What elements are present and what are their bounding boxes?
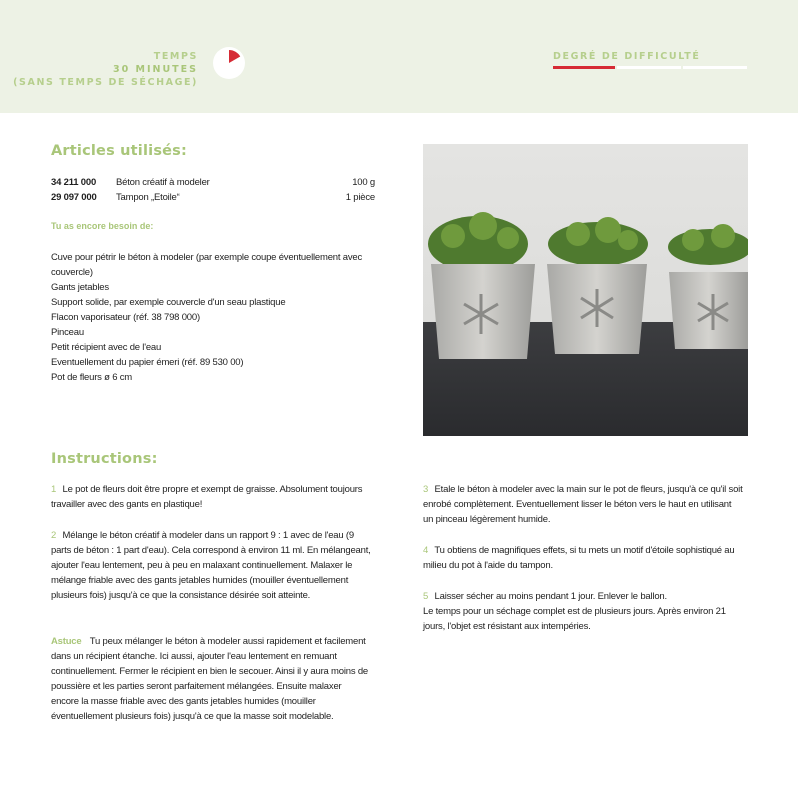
step-text: Le pot de fleurs doit être propre et exempt de graisse. Absolument toujours travailler avec des gants en plastique! xyxy=(51,484,363,510)
step-number: 4 xyxy=(423,545,429,556)
tip-block xyxy=(51,634,371,724)
tip-label: Astuce xyxy=(51,636,82,647)
article-qty: 1 pièce xyxy=(345,192,375,203)
instruction-step xyxy=(423,482,743,527)
needs-item: Gants jetables xyxy=(51,282,109,293)
needs-item: Flacon vaporisateur (réf. 38 798 000) xyxy=(51,312,200,323)
needs-item: couvercle) xyxy=(51,267,93,278)
needs-item: Eventuellement du papier émeri (réf. 89 530 00) xyxy=(51,357,244,368)
time-value: 30 MINUTES xyxy=(113,64,198,75)
step-text: Tu obtiens de magnifiques effets, si tu mets un motif d'étoile sophistiqué au milieu du pot à l'aide du tampon. xyxy=(423,545,735,571)
difficulty-segment-3 xyxy=(683,66,747,69)
instruction-step xyxy=(51,482,371,512)
step-number: 3 xyxy=(423,484,429,495)
needs-list xyxy=(51,250,391,385)
step-number: 2 xyxy=(51,530,57,541)
step-text: Mélange le béton créatif à modeler dans un rapport 9 : 1 avec de l'eau (9 parts de béton : 1 part d'eau). Cela correspond à environ 11 ml. En mélangeant, ajouter l'eau lentement, peu à peu en malaxant continuellement. Malaxer le mélange friable avec des gants jetables humides (mouiller éventuellement plusieurs fois) jusqu'à ce que la consistance désirée soit atteinte. xyxy=(51,530,371,601)
needs-item: Pot de fleurs ø 6 cm xyxy=(51,372,133,383)
time-note: (SANS TEMPS DE SÉCHAGE) xyxy=(13,77,198,88)
instruction-step xyxy=(423,543,743,573)
difficulty-label: DEGRÉ DE DIFFICULTÉ xyxy=(553,51,701,62)
article-qty: 100 g xyxy=(352,177,375,188)
tip-text: Tu peux mélanger le béton à modeler aussi rapidement et facilement dans un récipient étanche. Ici aussi, ajouter l'eau lentement en remuant continuellement. Fermer le récipient en bien le secouer. Ainsi il y aura moins de poussière et les parties seront parfaitement mélangées. Ensuite malaxer encore la masse friable avec des gants jetables humides (mouiller éventuellement plusieurs fois) jusqu'à ce que la masse soit modelable. xyxy=(51,636,369,722)
article-name: Béton créatif à modeler xyxy=(116,177,210,188)
article-number: 34 211 000 xyxy=(51,177,97,188)
needs-item: Support solide, par exemple couvercle d'un seau plastique xyxy=(51,297,286,308)
step-number: 1 xyxy=(51,484,57,495)
needs-item: Pinceau xyxy=(51,327,84,338)
step-text: Laisser sécher au moins pendant 1 jour. Enlever le ballon. xyxy=(434,591,667,602)
needs-item: Petit récipient avec de l'eau xyxy=(51,342,162,353)
needs-item: Cuve pour pétrir le béton à modeler (par exemple coupe éventuellement avec xyxy=(51,252,363,263)
difficulty-segment-2 xyxy=(617,66,681,69)
instruction-step xyxy=(51,528,371,603)
instructions-title: Instructions: xyxy=(51,451,158,467)
step-text-extra: Le temps pour un séchage complet est de plusieurs jours. Après environ 21 jours, l'objet est résistant aux intempéries. xyxy=(423,606,726,632)
article-row xyxy=(51,190,375,205)
article-number: 29 097 000 xyxy=(51,192,97,203)
articles-title: Articles utilisés: xyxy=(51,143,188,159)
time-info xyxy=(13,50,198,89)
step-number: 5 xyxy=(423,591,429,602)
product-photo xyxy=(423,144,748,436)
clock-pie-icon xyxy=(213,47,245,79)
article-row xyxy=(51,175,375,190)
article-name: Tampon „Etoile“ xyxy=(116,192,180,203)
step-text: Etale le béton à modeler avec la main sur le pot de fleurs, jusqu'à ce qu'il soit enrobé complètement. Eventuellement lisser le béton vers le haut en utilisant un pinceau légèrement humide. xyxy=(423,484,743,525)
difficulty-segment-1 xyxy=(553,66,615,69)
instruction-step xyxy=(423,589,743,634)
needs-title: Tu as encore besoin de: xyxy=(51,221,154,231)
time-label: TEMPS xyxy=(153,51,198,62)
